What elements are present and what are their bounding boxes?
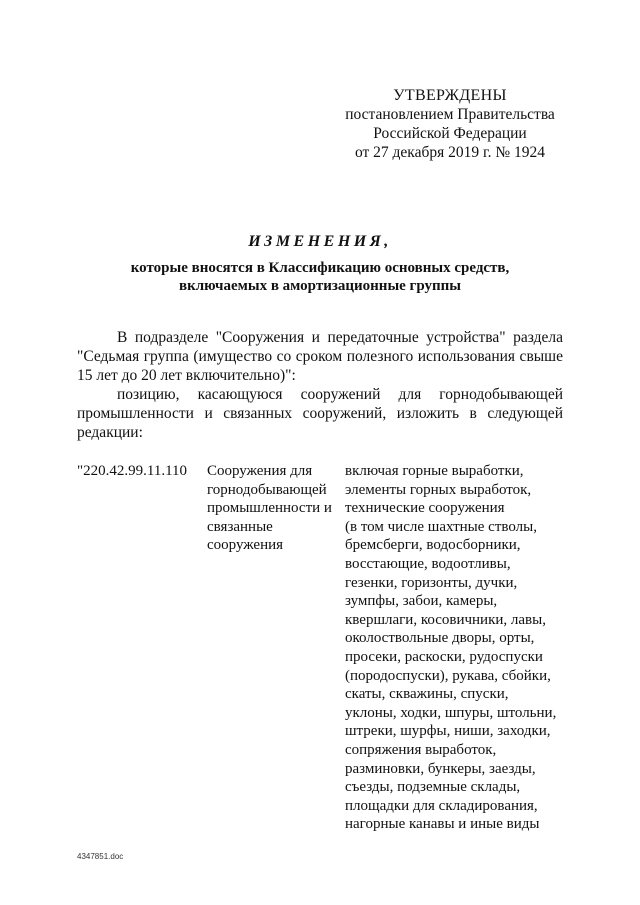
description-line: бремсберги, водосборники, (345, 537, 521, 554)
okof-code: "220.42.99.11.110 (77, 463, 188, 479)
description-line: восстающие, водоотливы, (345, 555, 511, 572)
description-line: (в том числе шахтные стволы, (345, 518, 537, 535)
document-subtitle (60, 259, 580, 295)
description-line: разминовки, бункеры, заезды, (345, 760, 536, 777)
approval-block (330, 86, 570, 162)
description-line: просеки, раскоски, рудоспуски (345, 648, 543, 665)
name-line: промышленности и (207, 500, 332, 517)
subtitle-line: включаемых в амортизационные группы (178, 278, 462, 294)
approval-line: от 27 декабря 2019 г. № 1924 (354, 144, 546, 161)
description-line: элементы горных выработок, (345, 481, 532, 498)
description-line: нагорные канавы и иные виды (345, 816, 540, 833)
description-line: съезды, подземные склады, (345, 779, 521, 796)
description-line: включая горные выработки, (345, 463, 524, 479)
paragraph-intro (77, 328, 563, 385)
description-line: околоствольные дворы, орты, (345, 630, 535, 647)
paragraph-line: 15 лет до 20 лет включительно)": (77, 367, 296, 384)
approval-line: Российской Федерации (373, 125, 527, 142)
description-line: (породоспуски), рукава, сбойки, (345, 667, 551, 684)
paragraph-line: позицию, касающуюся сооружений для горнодобывающей (117, 386, 563, 403)
paragraph-line: "Седьмая группа (имущество со сроком полезного использования свыше (77, 348, 563, 365)
name-line: связанные (207, 518, 273, 535)
description-line: сопряжения выработок, (345, 741, 497, 758)
paragraph-line: В подразделе "Сооружения и передаточные устройства" раздела (117, 329, 563, 346)
description-line: площадки для складирования, (345, 797, 538, 814)
description-line: технические сооружения (345, 500, 505, 517)
table-code-cell (77, 462, 187, 481)
description-line: гезенки, горизонты, дучки, (345, 574, 518, 591)
document-title: ИЗМЕНЕНИЯ, (248, 233, 392, 250)
approval-line: постановлением Правительства (345, 106, 555, 123)
table-description-cell (345, 462, 556, 834)
file-name-footer: 4347851.doc (77, 852, 124, 861)
table-name-cell (207, 462, 332, 555)
name-line: Сооружения для (207, 463, 313, 479)
paragraph-line: редакции: (77, 424, 143, 441)
name-line: сооружения (207, 537, 284, 554)
name-line: горнодобывающей (207, 481, 327, 498)
description-line: штреки, шурфы, ниши, заходки, (345, 723, 551, 740)
description-line: уклоны, ходки, шпуры, штольни, (345, 704, 557, 721)
description-line: скаты, скважины, спуски, (345, 686, 509, 703)
paragraph-line: промышленности и связанных сооружений, изложить в следующей (77, 405, 563, 422)
approval-heading: УТВЕРЖДЕНЫ (393, 87, 507, 104)
description-line: квершлаги, косовичники, лавы, (345, 611, 546, 628)
subtitle-line: которые вносятся в Классификацию основных средств, (130, 260, 510, 276)
paragraph-instruction (77, 385, 563, 442)
description-line: зумпфы, забои, камеры, (345, 593, 498, 610)
